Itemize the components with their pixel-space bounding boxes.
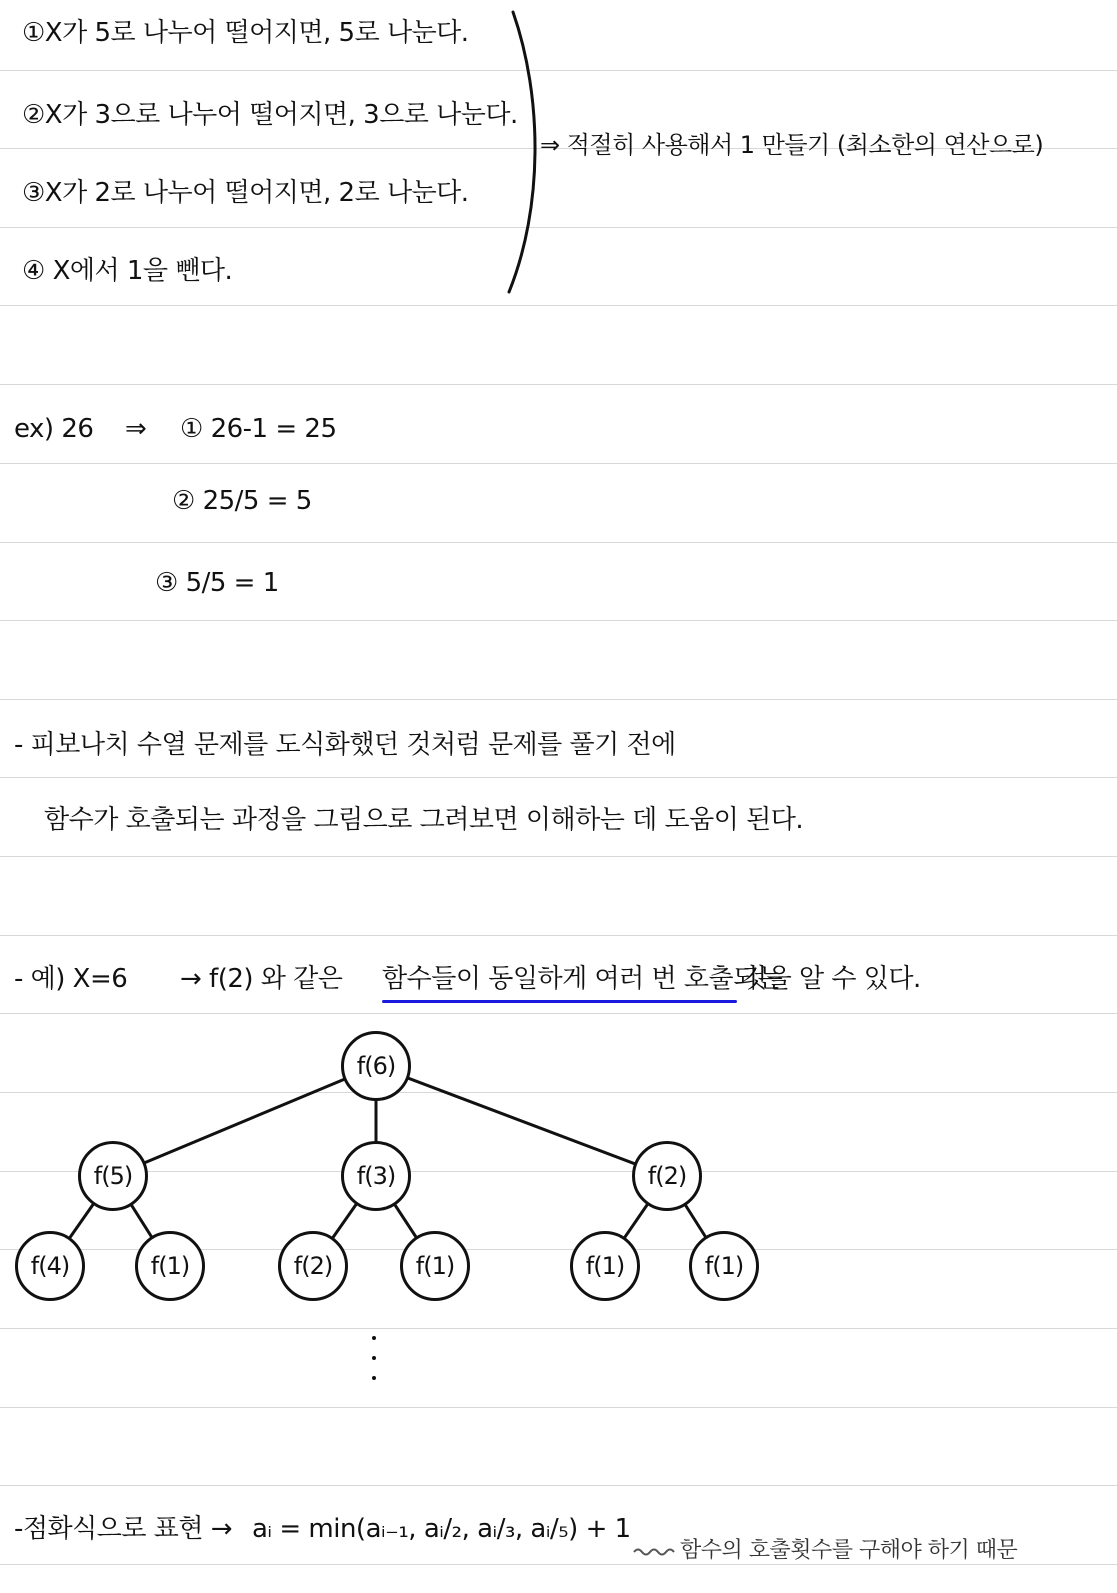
- recurrence-label: -점화식으로 표현 →: [14, 1514, 233, 1544]
- note-line-1: - 피보나치 수열 문제를 도식화했던 것처럼 문제를 풀기 전에: [14, 730, 676, 760]
- example-arrow: ⇒: [125, 414, 147, 444]
- tree-example-arrow-text: → f(2) 와 같은: [180, 964, 343, 994]
- rule-item-1: ①X가 5로 나누어 떨어지면, 5로 나눈다.: [22, 18, 469, 48]
- tree-example-highlight: 함수들이 동일하게 여러 번 호출되는: [382, 964, 783, 994]
- tree-node-l2-e: f(1): [570, 1231, 640, 1301]
- example-step-3: ③ 5/5 = 1: [155, 568, 279, 598]
- ellipsis-dot: [372, 1336, 376, 1340]
- tree-node-l2-d: f(1): [400, 1231, 470, 1301]
- edge-f6-f2: [376, 1066, 667, 1176]
- tree-node-l2-b: f(1): [135, 1231, 205, 1301]
- rule-item-3: ③X가 2로 나누어 떨어지면, 2로 나눈다.: [22, 178, 469, 208]
- rule-item-2: ②X가 3으로 나누어 떨어지면, 3으로 나눈다.: [22, 100, 518, 130]
- tree-example-suffix: 것을 알 수 있다.: [742, 964, 921, 994]
- tree-node-l1-left: f(5): [78, 1141, 148, 1211]
- example-label: ex) 26: [14, 414, 94, 444]
- ellipsis-dot: [372, 1376, 376, 1380]
- rules-goal: ⇒ 적절히 사용해서 1 만들기 (최소한의 연산으로): [540, 131, 1044, 159]
- ellipsis-dot: [372, 1356, 376, 1360]
- tree-example-prefix: - 예) X=6: [14, 964, 128, 994]
- example-step-2: ② 25/5 = 5: [172, 486, 312, 516]
- recurrence-formula: aᵢ = min(aᵢ₋₁, aᵢ/₂, aᵢ/₃, aᵢ/₅) + 1: [252, 1514, 631, 1544]
- tree-node-root: f(6): [341, 1031, 411, 1101]
- tree-node-l2-a: f(4): [15, 1231, 85, 1301]
- squiggle-mark: [632, 1546, 676, 1556]
- tree-node-l1-right: f(2): [632, 1141, 702, 1211]
- tree-node-l1-mid: f(3): [341, 1141, 411, 1211]
- tree-node-l2-f: f(1): [689, 1231, 759, 1301]
- rule-item-4: ④ X에서 1을 뺀다.: [22, 256, 233, 286]
- edge-f6-f5: [113, 1066, 376, 1176]
- recurrence-note: 함수의 호출횟수를 구해야 하기 때문: [680, 1538, 1018, 1563]
- example-step-1: ① 26-1 = 25: [180, 414, 337, 444]
- note-line-2: 함수가 호출되는 과정을 그림으로 그려보면 이해하는 데 도움이 된다.: [44, 805, 804, 835]
- tree-node-l2-c: f(2): [278, 1231, 348, 1301]
